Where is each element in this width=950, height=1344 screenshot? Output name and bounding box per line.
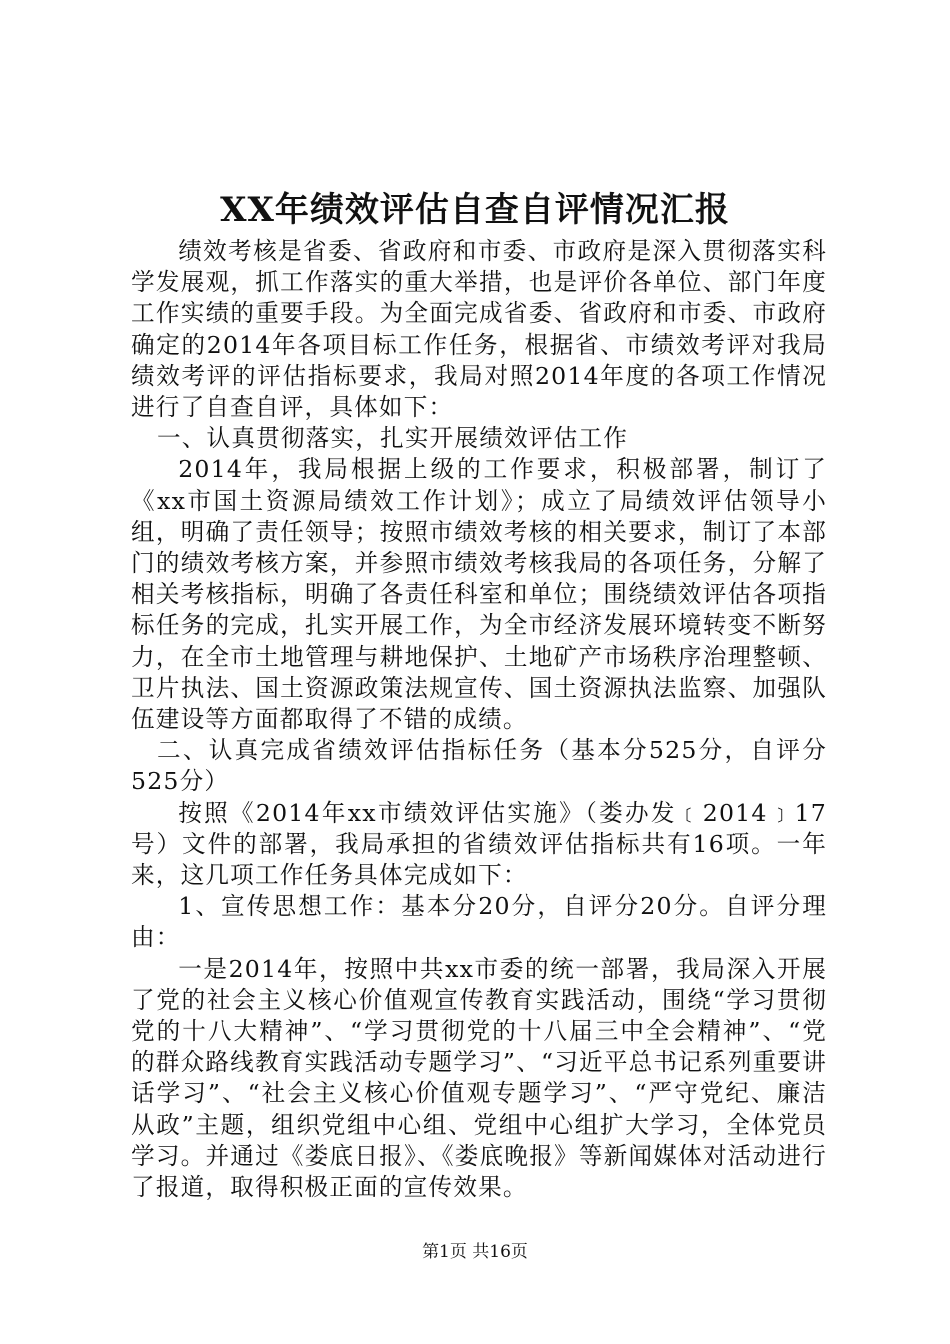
page-title: XX年绩效评估自查自评情况汇报 xyxy=(220,190,730,230)
section-heading-2: 二、认真完成省绩效评估指标任务（基本分525分，自评分525分） xyxy=(131,736,827,796)
item-1-paragraph: 一是2014年，按照中共xx市委的统一部署，我局深入开展了党的社会主义核心价值观宣传教育实践活动，围绕“学习贯彻党的十八大精神”、“学习贯彻党的十八届三中全会精神”、“党的群众路线教育实践活动专题学习”、“习近平总书记系列重要讲话学习”、“社会主义核心价值观专题学习”、“严守党纪、廉洁从政”主题，组织党组中心组、党组中心组扩大学习，全体党员学习。并通过《娄底日报》、《娄底晚报》等新闻媒体对活动进行了报道，取得积极正面的宣传效果。 xyxy=(131,954,827,1202)
item-1-heading: 1、宣传思想工作：基本分20分，自评分20分。自评分理由： xyxy=(131,892,827,952)
section-heading-1: 一、认真贯彻落实，扎实开展绩效评估工作 xyxy=(156,424,629,453)
intro-paragraph: 绩效考核是省委、省政府和市委、市政府是深入贯彻落实科学发展观，抓工作落实的重大举措，也是评价各单位、部门年度工作实绩的重要手段。为全面完成省委、省政府和市委、市政府确定的2014年各项目标工作任务，根据省、市绩效考评对我局绩效考评的评估指标要求，我局对照2014年度的各项工作情况进行了自查自评，具体如下： xyxy=(131,237,827,422)
page-footer: 第1页 共16页 xyxy=(422,1242,528,1262)
section-1-paragraph: 2014年，我局根据上级的工作要求，积极部署，制订了《xx市国土资源局绩效工作计划》；成立了局绩效评估领导小组，明确了责任领导；按照市绩效考核的相关要求，制订了本部门的绩效考核方案，并参照市绩效考核我局的各项任务，分解了相关考核指标，明确了各责任科室和单位；围绕绩效评估各项指标任务的完成，扎实开展工作，为全市经济发展环境转变不断努力，在全市土地管理与耕地保护、土地矿产市场秩序治理整顿、卫片执法、国土资源政策法规宣传、国土资源执法监察、加强队伍建设等方面都取得了不错的成绩。 xyxy=(131,455,827,734)
section-2-paragraph: 按照《2014年xx市绩效评估实施》（娄办发﹝2014﹞17号）文件的部署，我局承担的省绩效评估指标共有16项。一年来，这几项工作任务具体完成如下： xyxy=(131,798,827,890)
document-body xyxy=(131,236,827,1203)
